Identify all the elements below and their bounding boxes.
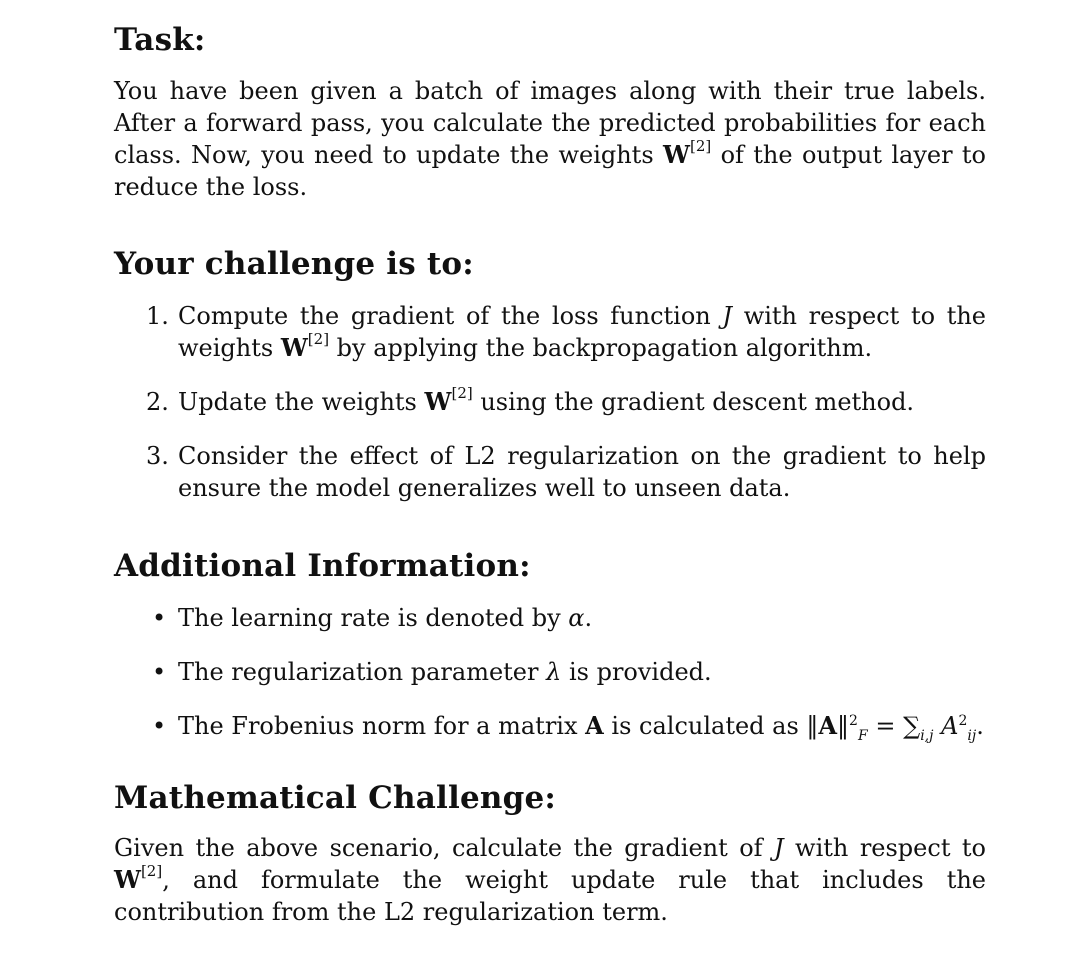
weight-symbol: W	[114, 865, 141, 894]
math-challenge-heading: Mathematical Challenge:	[114, 780, 557, 816]
math-challenge-paragraph	[114, 832, 986, 928]
challenge-heading: Your challenge is to:	[114, 246, 474, 282]
list-item	[114, 386, 986, 418]
symbol-j: J	[774, 834, 784, 862]
item-text: .	[976, 712, 984, 740]
bullet-icon: •	[152, 604, 167, 632]
item-text: with respect to the weights	[178, 302, 986, 362]
term-matrix: A	[941, 712, 959, 740]
additional-info-heading: Additional Information:	[114, 548, 531, 584]
bullet-icon: •	[152, 712, 167, 740]
list-item	[114, 300, 986, 364]
item-text: The Frobenius norm for a matrix	[178, 712, 586, 740]
list-item	[114, 710, 986, 742]
term-superscript: 2	[958, 713, 968, 729]
task-heading: Task:	[114, 22, 206, 58]
weight-superscript: [2]	[451, 384, 473, 402]
weight-superscript: [2]	[140, 862, 163, 880]
norm-close: ‖	[837, 712, 850, 740]
item-text: is calculated as	[603, 712, 807, 740]
item-text: The regularization parameter	[178, 658, 547, 686]
symbol-lambda: λ	[546, 658, 562, 686]
symbol-j: J	[722, 302, 733, 330]
norm-subscript: F	[857, 727, 868, 744]
item-text: Compute the gradient of the loss function	[178, 302, 723, 330]
item-text: Consider the effect of L2 regularization on the gradient to help ensure the model generalizes well to unseen data.	[178, 442, 986, 502]
item-text: The learning rate is denoted by	[178, 604, 569, 632]
norm-matrix: A	[818, 711, 838, 740]
task-text-part: of the output layer to reduce the loss.	[114, 141, 987, 201]
sum-symbol: ∑	[903, 712, 921, 740]
challenge-list	[114, 300, 986, 504]
item-text: Update the weights	[178, 388, 425, 416]
list-item	[114, 656, 986, 688]
weight-symbol: W	[424, 387, 452, 416]
list-number: 1.	[146, 302, 169, 330]
weight-superscript: [2]	[689, 137, 712, 155]
list-item	[114, 602, 986, 634]
item-text: using the gradient descent method.	[472, 388, 915, 416]
item-text: by applying the backpropagation algorithm.	[329, 334, 873, 362]
additional-info-list	[114, 602, 986, 742]
weight-symbol: W	[280, 333, 308, 362]
item-text: is provided.	[561, 658, 712, 686]
list-item	[114, 440, 986, 504]
document-content	[114, 20, 986, 928]
term-subscript: ij	[967, 727, 977, 744]
sum-subscript: i,j	[920, 727, 934, 744]
task-paragraph	[114, 75, 986, 203]
bullet-icon: •	[152, 658, 167, 686]
equals-sign: =	[867, 712, 904, 740]
list-number: 2.	[146, 388, 169, 416]
paragraph-text-part: , and formulate the weight update rule that includes the contribution from the L2 regularization term.	[114, 866, 986, 926]
matrix-symbol: A	[585, 711, 604, 740]
symbol-alpha: α	[568, 604, 585, 632]
task-text-part: You have been given a batch of images along with their true labels. After a forward pass, you calculate the predicted probabilities for each class. Now, you need to update the weights	[114, 77, 986, 169]
norm-open: ‖	[806, 712, 819, 740]
item-text: .	[584, 604, 593, 632]
norm-superscript: 2	[849, 713, 858, 729]
paragraph-text-part: Given the above scenario, calculate the gradient of	[114, 834, 774, 862]
weight-symbol: W	[663, 140, 690, 169]
list-number: 3.	[146, 442, 169, 470]
paragraph-text-part: with respect to	[783, 834, 986, 862]
weight-superscript: [2]	[307, 330, 330, 348]
frobenius-formula	[806, 711, 977, 744]
